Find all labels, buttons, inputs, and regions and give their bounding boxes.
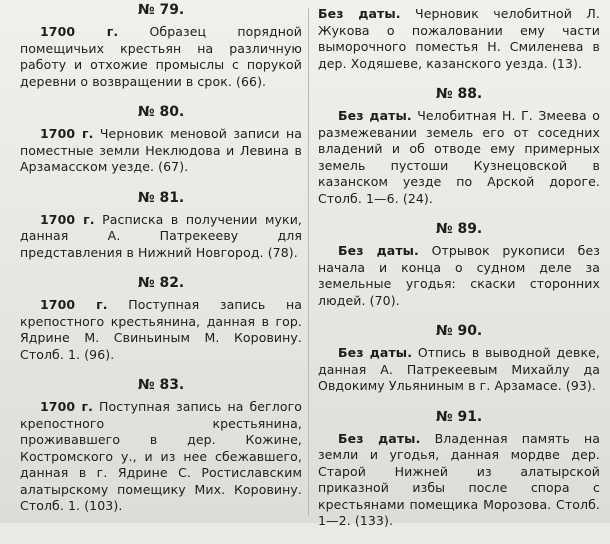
entry-description: Челобитная Н. Г. Змеева о размежевании земель его от соседних владений и об отводе ему примерных земель пустоши Кузнецовской в казанском уезде по Арской дороге. Столб. 1—6. (24).	[318, 108, 600, 206]
entry-number: № 90.	[435, 323, 483, 339]
right-column	[318, 6, 600, 544]
entry-text	[318, 6, 600, 72]
entry-79	[20, 2, 302, 90]
entry-date: Без даты.	[338, 108, 412, 123]
entry-91	[318, 409, 600, 530]
entry-number: № 81.	[137, 189, 185, 206]
entry-number: № 91.	[435, 408, 483, 425]
entry-87-continued	[318, 6, 600, 72]
entry-number: № 88.	[435, 86, 483, 102]
entry-text	[20, 212, 302, 262]
entry-date: 1700 г.	[40, 297, 108, 312]
entry-number: № 82.	[137, 275, 185, 291]
entry-text	[20, 399, 302, 515]
entry-description: Черновик челобитной Л. Жукова о пожаловании ему части выморочного поместья Н. Смиленева в дер. Ходяшеве, казанского уезда. (13).	[318, 6, 600, 71]
entry-90	[318, 323, 600, 395]
entry-date: 1700 г.	[40, 24, 119, 39]
entry-description: Отрывок рукописи без начала и конца о судном деле за земельные угодья: скаски сторонних людей. (70).	[318, 243, 600, 308]
entry-80	[20, 104, 302, 176]
entry-89	[318, 221, 600, 309]
entry-description: Владенная память на земли и угодья, данная мордве дер. Старой Нижней из алатырской приказной избы после спора с крестьянами помещика Морозова. Столб. 1—2. (133).	[318, 430, 600, 528]
entry-83	[20, 377, 302, 515]
entry-text	[318, 345, 600, 395]
entry-description: Отпись в выводной девке, данная А. Патрекеевым Михайлу да Овдокиму Ульяниным в г. Арзамасе. (93).	[318, 345, 600, 393]
entry-text	[20, 126, 302, 176]
entry-date: Без даты.	[338, 345, 413, 360]
entry-description: Поступная запись на крепостного крестьянина, данная в гор. Ядрине М. Свиньиным М. Коровину. Столб. 1. (96).	[20, 297, 302, 362]
entry-date: 1700 г.	[40, 126, 94, 141]
entry-82	[20, 275, 302, 363]
entry-date: Без даты.	[338, 243, 419, 258]
entry-number: № 89.	[435, 221, 483, 237]
entry-description: Поступная запись на беглого крепостного крестьянина, проживавшего в дер. Кожине, Костромского у., и из нее сбежавшего, данная в г. Ядрине С. Ростиславским алатырскому помещику Мих. Коровину. Столб. 1. (103).	[20, 399, 302, 513]
entry-description: Расписка в получении муки, данная А. Патрекееву для представления в Нижний Новгород. (78).	[20, 211, 302, 260]
entry-text	[318, 108, 600, 207]
entry-text	[318, 431, 600, 530]
entry-description: Черновик меновой записи на поместные земли Неклюдова и Левина в Арзамасском уезде. (67).	[20, 126, 302, 174]
entry-81	[20, 190, 302, 262]
entry-number: № 79.	[137, 2, 185, 18]
entry-number: № 83.	[137, 377, 185, 393]
entry-text	[20, 297, 302, 363]
entry-text	[318, 243, 600, 309]
entry-date: Без даты.	[318, 6, 401, 21]
entry-description: Образец порядной помещичьих крестьян на различную работу и отхожие промыслы с порукой деревни о возвращении в срок. (66).	[20, 24, 302, 89]
entry-number: № 80.	[137, 104, 185, 120]
entry-date: 1700 г.	[40, 399, 94, 414]
entry-date: 1700 г.	[40, 211, 95, 227]
entry-text	[20, 24, 302, 90]
entry-date: Без даты.	[338, 430, 421, 446]
column-divider	[308, 8, 309, 516]
left-column	[20, 2, 302, 529]
entry-88	[318, 86, 600, 207]
